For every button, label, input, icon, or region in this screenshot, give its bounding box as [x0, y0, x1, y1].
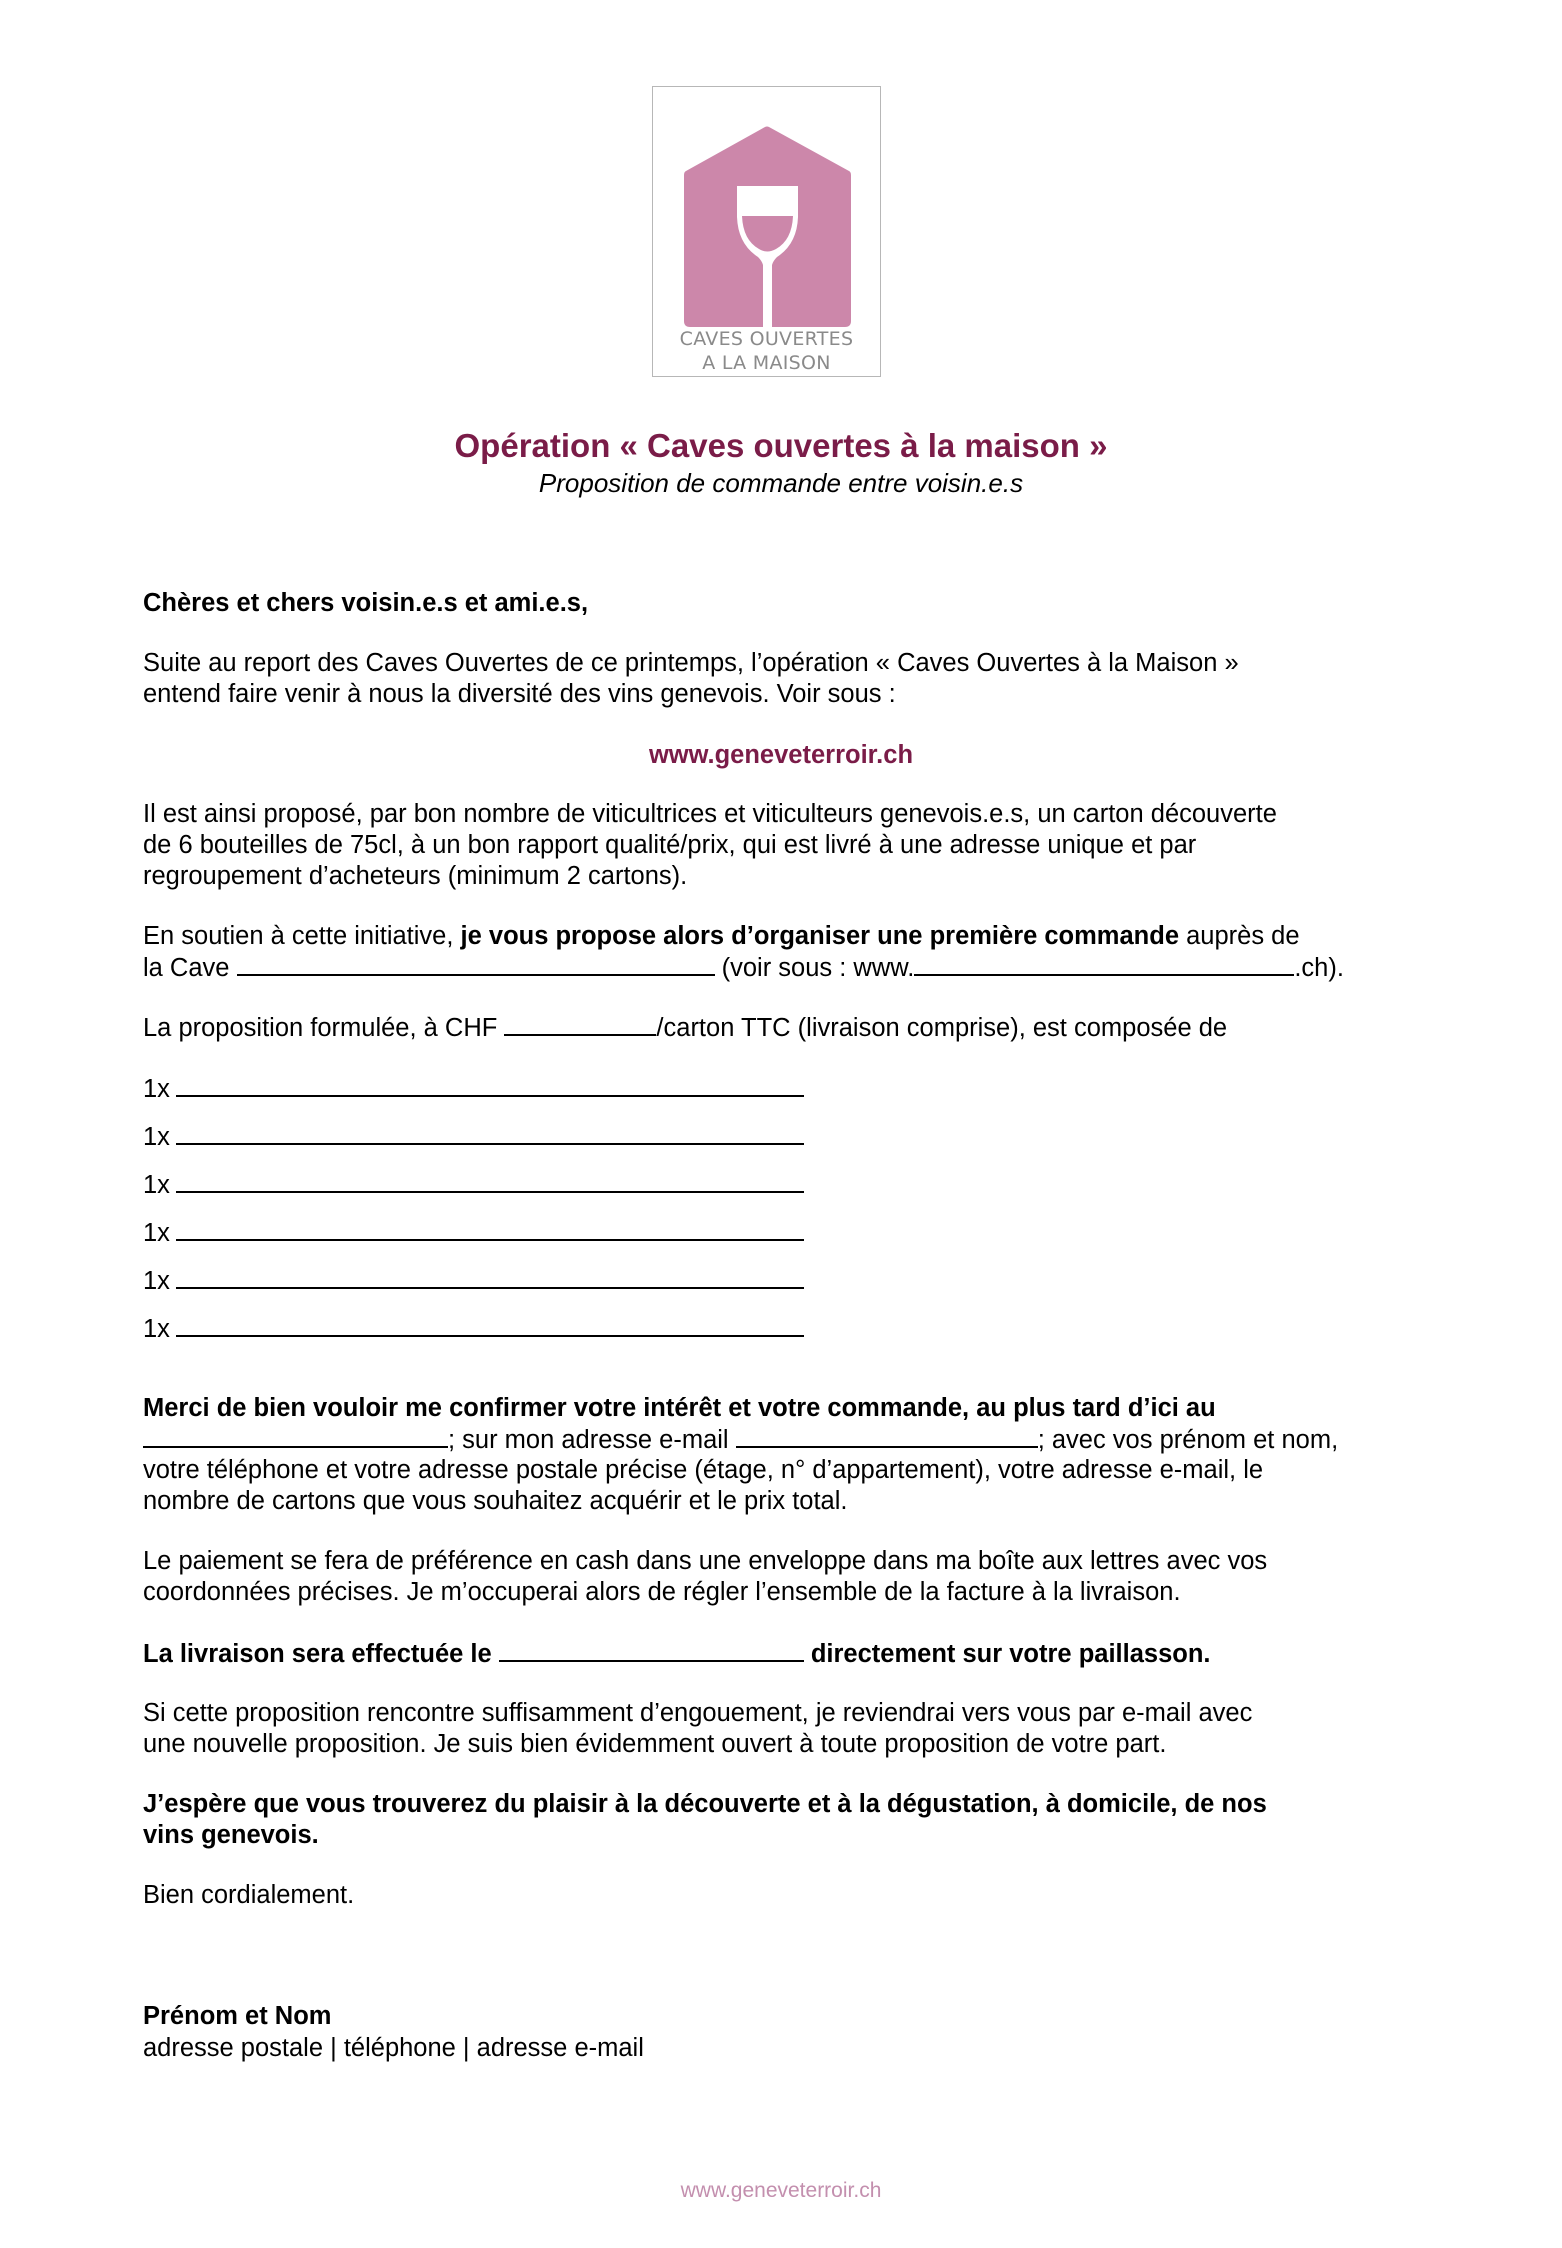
confirm-line-4: nombre de cartons que vous souhaitez acquérir et le prix total. — [143, 1487, 848, 1515]
greeting: Chères et chers voisin.e.s et ami.e.s, — [143, 589, 589, 617]
confirm-line-1: Merci de bien vouloir me confirmer votre intérêt et votre commande, au plus tard d’ici au — [143, 1394, 1216, 1422]
price-label: La proposition formulée, à CHF — [143, 1014, 505, 1042]
support-text-bold: je vous propose alors d’organiser une première commande — [460, 922, 1180, 950]
confirm-line-2-end: ; avec vos prénom et nom, — [1037, 1426, 1339, 1454]
delivery-date-field[interactable] — [499, 1638, 804, 1662]
website-prefix: (voir sous : www. — [714, 954, 915, 982]
website-link[interactable]: www.geneveterroir.ch — [648, 741, 914, 769]
wine-item-field[interactable] — [176, 1313, 804, 1337]
delivery-line — [143, 1638, 1443, 1670]
wine-item-row — [143, 1073, 804, 1105]
intro-line-2: entend faire venir à nous la diversité des vins genevois. Voir sous : — [143, 680, 896, 708]
wine-item-field[interactable] — [176, 1217, 804, 1241]
logo-text-line2: A LA MAISON — [702, 352, 831, 374]
delivery-suffix: directement sur votre paillasson. — [803, 1640, 1211, 1668]
item-qty: 1x — [143, 1267, 170, 1295]
item-qty: 1x — [143, 1171, 170, 1199]
website-suffix: .ch). — [1294, 954, 1344, 982]
page-subtitle: Proposition de commande entre voisin.e.s — [538, 468, 1024, 498]
wine-item-row — [143, 1121, 804, 1153]
wine-item-field[interactable] — [176, 1073, 804, 1097]
intro-line-1: Suite au report des Caves Ouvertes de ce printemps, l’opération « Caves Ouvertes à la Maison » — [143, 649, 1239, 677]
cave-label: la Cave — [143, 954, 237, 982]
cave-name-field[interactable] — [237, 952, 715, 976]
email-label: ; sur mon adresse e-mail — [448, 1426, 736, 1454]
delivery-label: La livraison sera effectuée le — [143, 1640, 499, 1668]
item-qty: 1x — [143, 1315, 170, 1343]
signoff: Bien cordialement. — [143, 1881, 355, 1909]
wine-item-row — [143, 1265, 804, 1297]
price-line — [143, 1012, 1443, 1044]
offer-line-2: de 6 bouteilles de 75cl, à un bon rapport qualité/prix, qui est livré à une adresse unique et par — [143, 831, 1197, 859]
support-line-2 — [143, 952, 1443, 984]
wine-item-row — [143, 1217, 804, 1249]
followup-line-1: Si cette proposition rencontre suffisamment d’engouement, je reviendrai vers vous par e-mail avec — [143, 1699, 1253, 1727]
wine-item-row — [143, 1169, 804, 1201]
offer-line-1: Il est ainsi proposé, par bon nombre de viticultrices et viticulteurs genevois.e.s, un carton découverte — [143, 800, 1277, 828]
wine-item-field[interactable] — [176, 1265, 804, 1289]
wine-item-field[interactable] — [176, 1121, 804, 1145]
item-qty: 1x — [143, 1075, 170, 1103]
price-field[interactable] — [504, 1012, 656, 1036]
cave-website-field[interactable] — [914, 952, 1294, 976]
confirm-line-2 — [143, 1424, 1443, 1456]
signature-name: Prénom et Nom — [143, 2002, 332, 2030]
support-line-1 — [143, 921, 1443, 952]
support-text-end: auprès de — [1179, 922, 1300, 950]
payment-line-2: coordonnées précises. Je m’occuperai alors de régler l’ensemble de la facture à la livraison. — [143, 1578, 1181, 1606]
payment-line-1: Le paiement se fera de préférence en cash dans une enveloppe dans ma boîte aux lettres avec vos — [143, 1547, 1268, 1575]
deadline-date-field[interactable] — [143, 1424, 448, 1448]
logo-text-line1: CAVES OUVERTES — [679, 328, 854, 350]
closing-line-1: J’espère que vous trouverez du plaisir à la découverte et à la dégustation, à domicile, de nos — [143, 1790, 1267, 1818]
caves-ouvertes-logo — [652, 86, 881, 377]
page-title: Opération « Caves ouvertes à la maison » — [454, 427, 1108, 464]
organizer-email-field[interactable] — [736, 1424, 1038, 1448]
followup-line-2: une nouvelle proposition. Je suis bien évidemment ouvert à toute proposition de votre part. — [143, 1730, 1167, 1758]
price-suffix: /carton TTC (livraison comprise), est composée de — [656, 1014, 1228, 1042]
closing-line-2: vins genevois. — [143, 1821, 319, 1849]
wine-item-row — [143, 1313, 804, 1345]
offer-line-3: regroupement d’acheteurs (minimum 2 cartons). — [143, 862, 688, 890]
item-qty: 1x — [143, 1219, 170, 1247]
item-qty: 1x — [143, 1123, 170, 1151]
support-text-start: En soutien à cette initiative, — [143, 922, 461, 950]
confirm-line-3: votre téléphone et votre adresse postale précise (étage, n° d’appartement), votre adresse e-mail, le — [143, 1456, 1264, 1484]
signature-contact: adresse postale | téléphone | adresse e-mail — [143, 2034, 644, 2062]
wine-item-field[interactable] — [176, 1169, 804, 1193]
footer-website-link[interactable]: www.geneveterroir.ch — [680, 2179, 882, 2202]
